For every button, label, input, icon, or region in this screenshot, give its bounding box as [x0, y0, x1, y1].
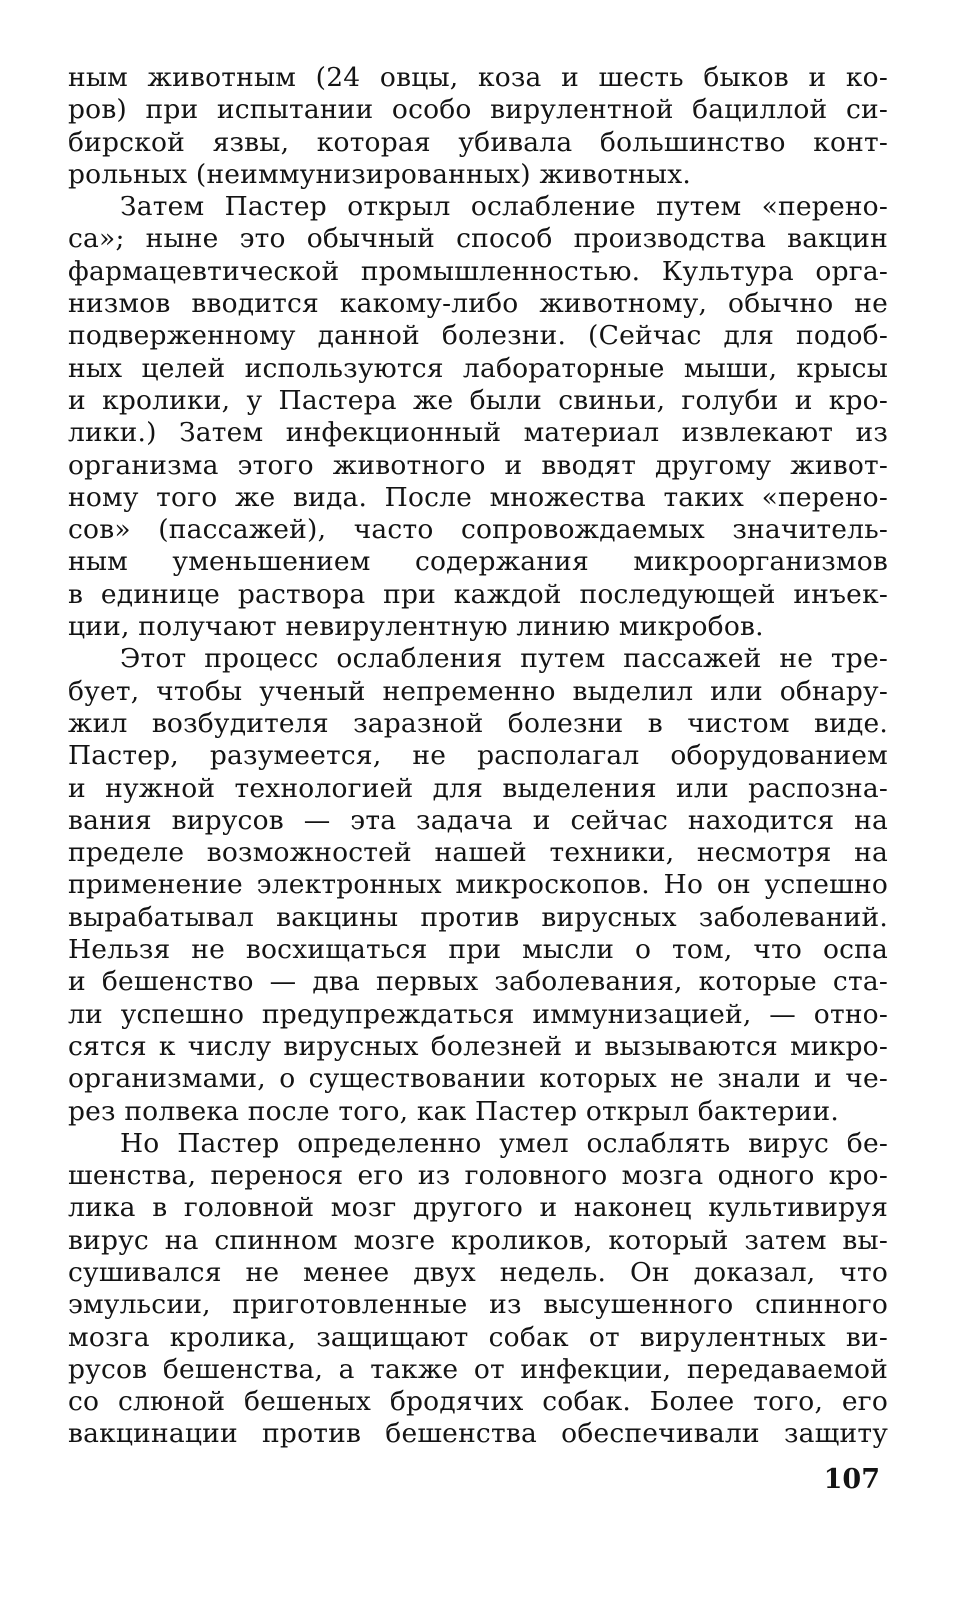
- text-line: жил возбудителя заразной болезни в чистом виде.: [68, 707, 888, 739]
- text-line: в единице раствора при каждой последующей инъек-: [68, 578, 888, 610]
- text-line: русов бешенства, а также от инфекции, передаваемой: [68, 1353, 888, 1385]
- text-line: рез полвека после того, как Пастер открыл бактерии.: [68, 1095, 839, 1127]
- text-line: Нельзя не восхищаться при мысли о том, что оспа: [68, 934, 888, 966]
- text-line: со слюной бешеных бродячих собак. Более того, его: [68, 1386, 888, 1418]
- text-line: Этот процесс ослабления путем пассажей не тре-: [120, 643, 888, 675]
- text-line: ли успешно предупреждаться иммунизацией, — отно-: [68, 998, 888, 1030]
- text-line: бирской язвы, которая убивала большинство конт-: [68, 126, 888, 158]
- text-line: низмов вводится какому-либо животному, обычно не: [68, 288, 888, 320]
- text-line: и кролики, у Пастера же были свиньи, голуби и кро-: [68, 384, 888, 416]
- text-line: ным уменьшением содержания микроорганизмов: [68, 546, 888, 578]
- text-line: и бешенство — два первых заболевания, которые ста-: [68, 966, 888, 998]
- text-line: мозга кролика, защищают собак от вирулентных ви-: [68, 1321, 888, 1353]
- text-line: Но Пастер определенно умел ослаблять вирус бе-: [120, 1127, 888, 1159]
- text-line: ным животным (24 овцы, коза и шесть быков и ко-: [68, 62, 888, 93]
- text-line: сов» (пассажей), часто сопровождаемых значитель-: [68, 514, 888, 546]
- text-line: вырабатывал вакцины против вирусных заболеваний.: [68, 901, 888, 933]
- text-line: ному того же вида. После множества таких «перено-: [68, 481, 888, 513]
- text-line: вакцинации против бешенства обеспечивали защиту: [68, 1418, 888, 1450]
- text-line: организма этого животного и вводят другому живот-: [68, 449, 888, 481]
- text-line: вирус на спинном мозге кроликов, который затем вы-: [68, 1224, 888, 1256]
- text-line: ции, получают невирулентную линию микробов.: [68, 611, 764, 643]
- text-line: и нужной технологией для выделения или распозна-: [68, 772, 888, 804]
- text-line: сятся к числу вирусных болезней и вызываются микро-: [68, 1030, 888, 1062]
- text-line: вания вирусов — эта задача и сейчас находится на: [68, 804, 888, 836]
- text-line: применение электронных микроскопов. Но он успешно: [68, 869, 888, 901]
- text-line: лика в головной мозг другого и наконец культивируя: [68, 1192, 888, 1224]
- text-line: ных целей используются лабораторные мыши, крысы: [68, 352, 888, 384]
- page-body: [68, 62, 888, 1451]
- text-line: сушивался не менее двух недель. Он доказал, что: [68, 1256, 888, 1288]
- text-line: подверженному данной болезни. (Сейчас для подоб-: [68, 320, 888, 352]
- text-line: лики.) Затем инфекционный материал извлекают из: [68, 417, 888, 449]
- text-line: Затем Пастер открыл ослабление путем «перено-: [120, 191, 888, 223]
- text-line: рольных (неиммунизированных) животных.: [68, 158, 691, 190]
- text-line: са»; ныне это обычный способ производства вакцин: [68, 223, 888, 255]
- text-line: фармацевтической промышленностью. Культура орга-: [68, 255, 888, 287]
- text-line: организмами, о существовании которых не знали и че-: [68, 1063, 888, 1095]
- text-line: пределе возможностей нашей техники, несмотря на: [68, 837, 888, 869]
- text-line: ров) при испытании особо вирулентной бациллой си-: [68, 94, 888, 126]
- text-line: Пастер, разумеется, не располагал оборудованием: [68, 740, 888, 772]
- text-line: шенства, перенося его из головного мозга одного кро-: [68, 1160, 888, 1192]
- text-line: бует, чтобы ученый непременно выделил или обнару-: [68, 675, 888, 707]
- text-line: эмульсии, приготовленные из высушенного спинного: [68, 1289, 888, 1321]
- page-number: 107: [823, 1464, 880, 1495]
